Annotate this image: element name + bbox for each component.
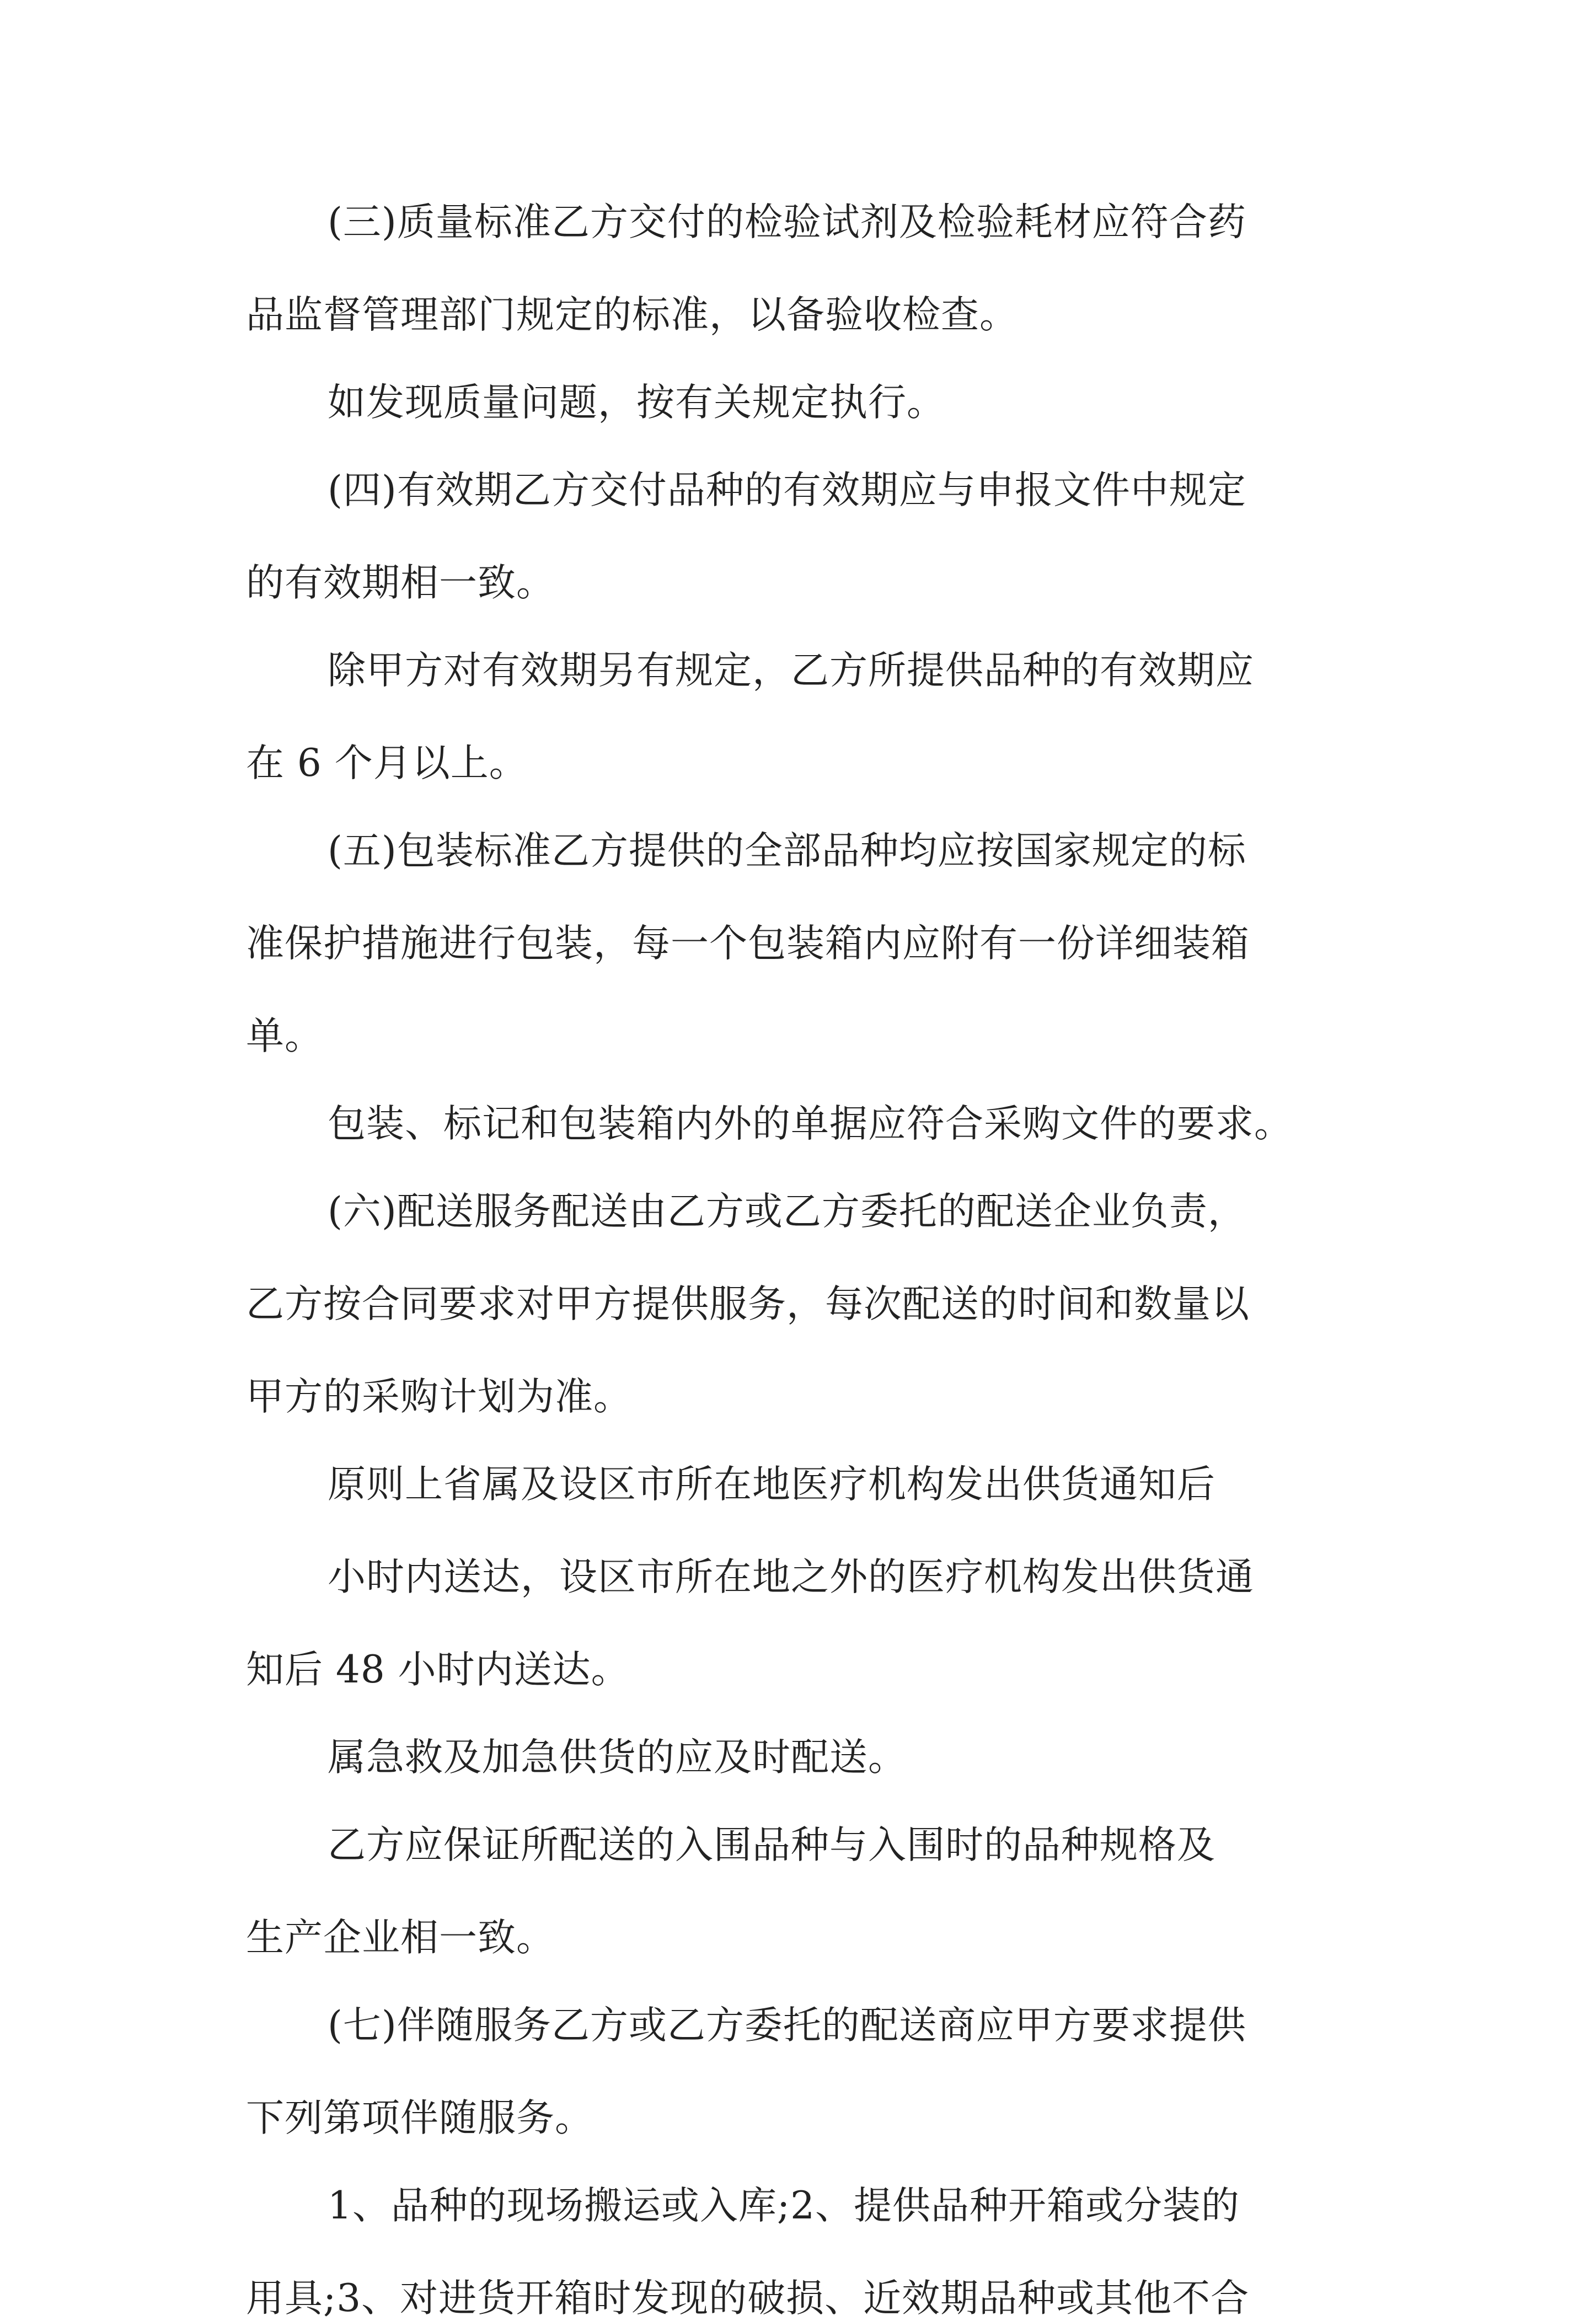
body-text [246,200,1360,2321]
paragraph-line: 知后 48 小时内送达。 [246,1648,630,1692]
paragraph-line: 准保护措施进行包装，每一个包装箱内应附有一份详细装箱 [246,921,1250,966]
paragraph-line: (五)包装标准乙方提供的全部品种均应按国家规定的标 [328,829,1246,873]
paragraph-line: (七)伴随服务乙方或乙方委托的配送商应甲方要求提供 [328,2003,1246,2047]
paragraph-line: 属急救及加急供货的应及时配送。 [328,1735,907,1779]
paragraph-line: 除甲方对有效期另有规定，乙方所提供品种的有效期应 [328,648,1254,693]
paragraph-line: 甲方的采购计划为准。 [246,1375,632,1419]
paragraph-line: (三)质量标准乙方交付的检验试剂及检验耗材应符合药 [328,200,1246,244]
paragraph-line: 乙方应保证所配送的入围品种与入围时的品种规格及 [328,1823,1215,1867]
paragraph-line: 单。 [246,1014,323,1058]
paragraph-line: 原则上省属及设区市所在地医疗机构发出供货通知后 [328,1462,1215,1507]
paragraph-line: 在 6 个月以上。 [246,741,528,785]
paragraph-line: 乙方按合同要求对甲方提供服务，每次配送的时间和数量以 [246,1282,1250,1326]
paragraph-line: 用具;3、对进货开箱时发现的破损、近效期品种或其他不合 [246,2276,1250,2320]
paragraph-line: 1、品种的现场搬运或入库;2、提供品种开箱或分装的 [328,2184,1240,2228]
paragraph-line: 品监督管理部门规定的标准，以备验收检查。 [246,293,1018,337]
paragraph-line: 生产企业相一致。 [246,1916,555,1960]
paragraph-line: 如发现质量问题，按有关规定执行。 [328,380,945,425]
paragraph-line: (六)配送服务配送由乙方或乙方委托的配送企业负责， [328,1189,1246,1234]
paragraph-line: 包装、标记和包装箱内外的单据应符合采购文件的要求。 [328,1102,1293,1146]
paragraph-line: 小时内送达，设区市所在地之外的医疗机构发出供货通 [328,1555,1254,1599]
paragraph-line: 的有效期相一致。 [246,561,555,605]
paragraph-line: 下列第项伴随服务。 [246,2096,593,2140]
paragraph-line: (四)有效期乙方交付品种的有效期应与申报文件中规定 [328,468,1246,512]
